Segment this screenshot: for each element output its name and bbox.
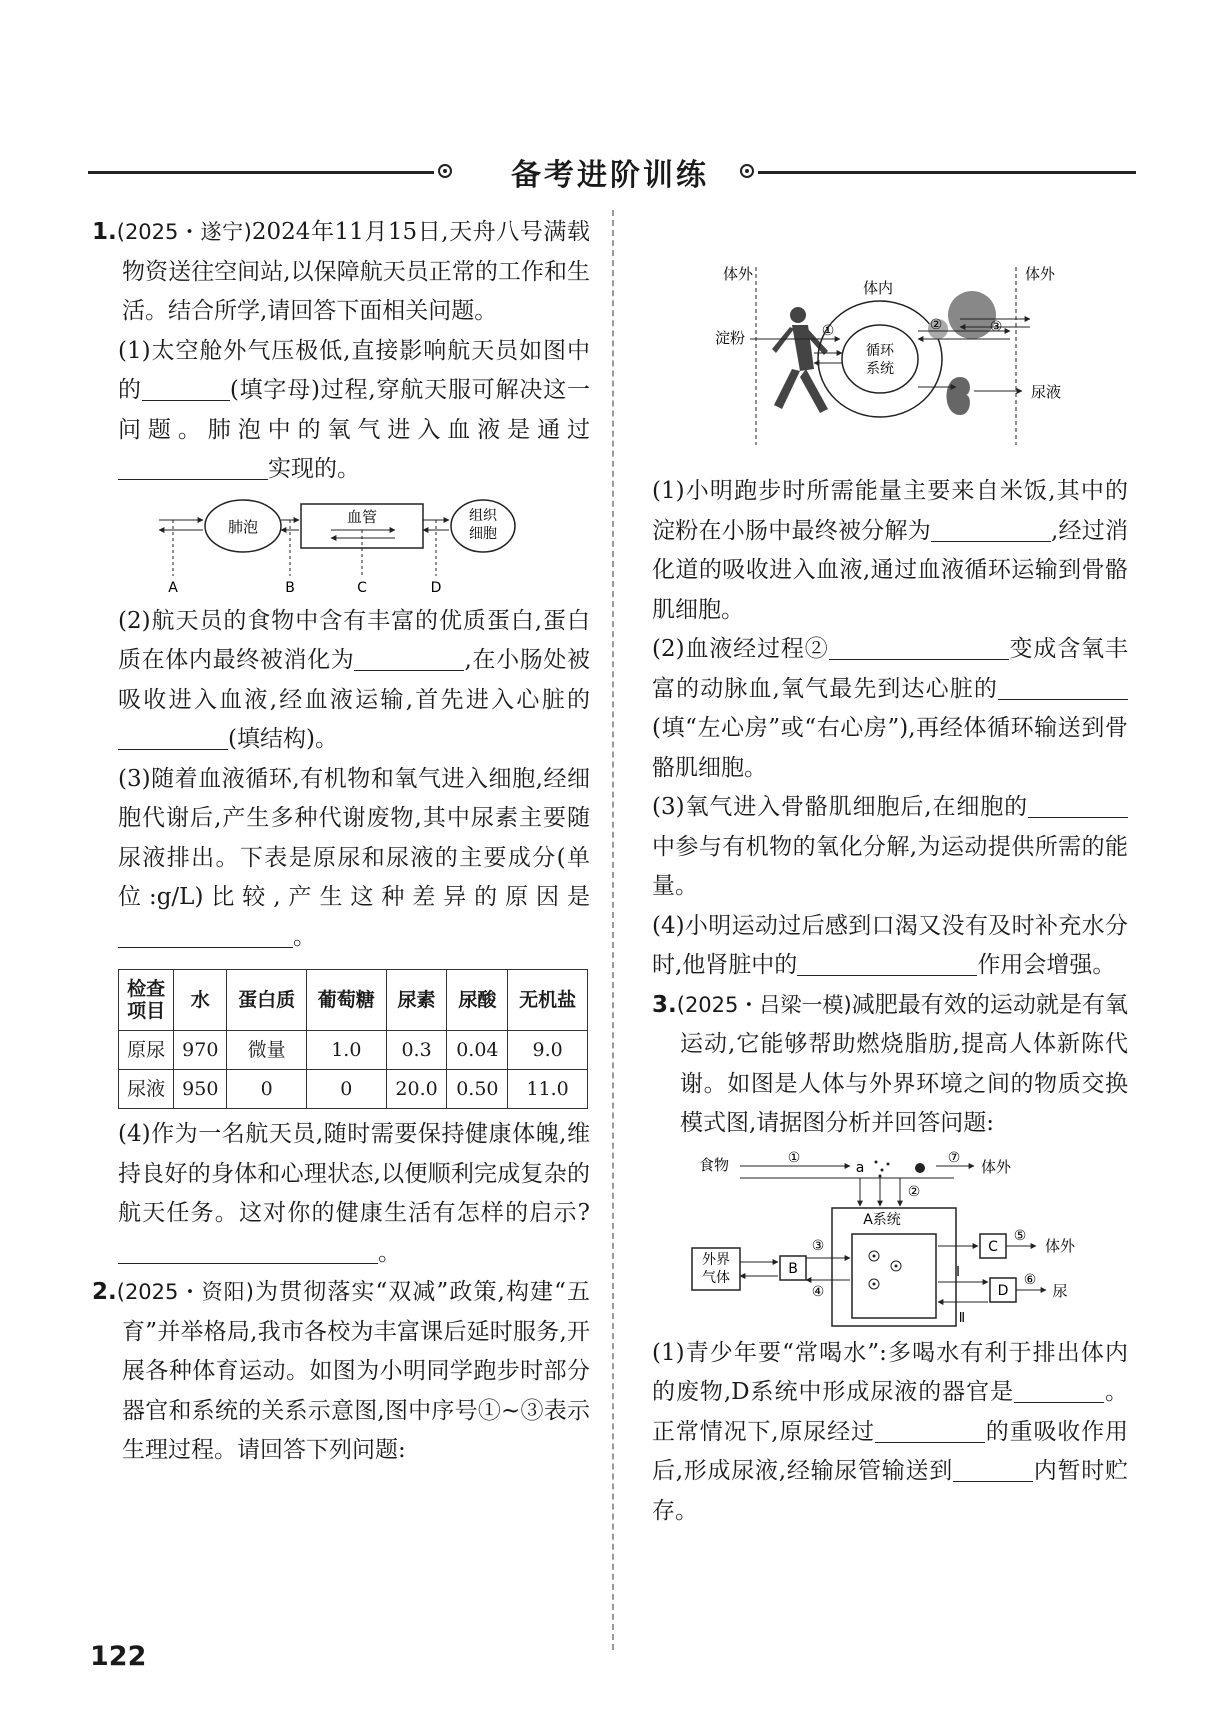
- q1-p3-text-a: (3)随着血液循环,有机物和氧气进入细胞,经细胞代谢后,产生多种代谢废物,其中尿素主要随尿液排出。下表是原尿和尿液的主要成分(单位:g/L)比较,产生这种差异的原因是: [118, 765, 590, 910]
- label-inside: 体内: [862, 279, 894, 297]
- table-header-cell: 尿酸: [447, 970, 508, 1031]
- answer-blank[interactable]: [118, 921, 293, 948]
- table-cell: 0.04: [447, 1031, 508, 1070]
- label-process-2: ②: [929, 317, 943, 333]
- answer-blank[interactable]: [118, 1237, 378, 1264]
- q3-p1-text-d: 内暂时贮存。: [652, 1458, 1129, 1524]
- q2-p3-text-a: (3)氧气进入骨骼肌细胞后,在细胞的: [652, 794, 1028, 820]
- q1-p3-text-b: 。: [293, 923, 316, 950]
- label-roman-2: Ⅱ: [958, 1310, 966, 1326]
- q1-p1-text-b: (填字母)过程,穿航天服可解决这一问题。肺泡中的氧气进入血液是通过: [118, 377, 590, 443]
- q3-source: (2025・吕梁一模): [676, 992, 852, 1017]
- label-starch: 淀粉: [714, 329, 746, 347]
- answer-blank[interactable]: [1028, 791, 1128, 818]
- table-cell: 0: [306, 1070, 386, 1109]
- q2-number: 2.: [92, 1279, 117, 1305]
- answer-blank[interactable]: [354, 644, 464, 671]
- q2-p3-text-b: 中参与有机物的氧化分解,为运动提供所需的能量。: [652, 833, 1128, 899]
- label-a-system: A系统: [863, 1211, 901, 1228]
- table-cell: 尿液: [119, 1070, 174, 1109]
- label-alveolus: 肺泡: [227, 517, 259, 536]
- q2-p4-text-b: 作用会增强。: [977, 952, 1116, 978]
- table-row: [119, 1070, 588, 1109]
- label-urine: 尿液: [1030, 383, 1062, 401]
- label-urine-small: 尿: [1052, 1281, 1068, 1300]
- material-exchange-diagram: [690, 1150, 1090, 1328]
- q2-part4: [652, 907, 1128, 986]
- label-step-7: ⑦: [947, 1149, 961, 1166]
- q3-part1: [652, 1334, 1128, 1532]
- label-c-system: C: [988, 1238, 998, 1255]
- q1-p1-text-a: (1)太空舱外气压极低,直接影响航天员如图中的: [118, 337, 590, 403]
- answer-blank[interactable]: [953, 1455, 1033, 1482]
- urine-composition-table: [118, 969, 588, 1109]
- answer-blank[interactable]: [875, 1416, 985, 1443]
- q2-p1-text-a: (1)小明跑步时所需能量主要来自米饭,其中的淀粉在小肠中最终被分解为: [652, 478, 1128, 544]
- label-air-1: 外界: [702, 1251, 730, 1268]
- table-cell: 微量: [227, 1031, 307, 1070]
- table-header-cell: 葡萄糖: [306, 970, 386, 1031]
- label-step-6: ⑥: [1023, 1271, 1037, 1288]
- q3-stem: [652, 986, 1128, 1144]
- q1-p1-text-c: 实现的。: [268, 456, 360, 482]
- page-title: 备考进阶训练: [511, 158, 709, 193]
- table-cell: 原尿: [119, 1031, 174, 1070]
- header-line-right: [758, 171, 1136, 174]
- label-roman-1: Ⅰ: [956, 1264, 960, 1280]
- answer-blank[interactable]: [797, 949, 977, 976]
- label-step-4: ④: [811, 1283, 825, 1300]
- q3-p1-text-a: (1)青少年要“常喝水”:多喝水有利于排出体内的废物,D系统中形成尿液的器官是: [652, 1339, 1128, 1405]
- table-cell: 970: [174, 1031, 227, 1070]
- q1-stem-text: 2024年11月15日,天舟八号满载物资送往空间站,以保障航天员正常的工作和生活。结合所学,请回答下面相关问题。: [122, 219, 590, 324]
- q2-parts: [652, 472, 1128, 1531]
- right-column-top: [652, 213, 1128, 455]
- page-number: 122: [90, 1641, 147, 1672]
- table-cell: 1.0: [306, 1031, 386, 1070]
- q1-p4-text-b: 。: [378, 1239, 401, 1266]
- q1-p2-text-a: (2)航天员的食物中含有丰富的优质蛋白,蛋白质在体内最终被消化为: [118, 607, 590, 673]
- label-food: 食物: [698, 1155, 730, 1174]
- q1-stem: [92, 213, 590, 332]
- q2-p2-text-b: 变成含氧丰富的动脉血,氧气最先到达心脏的: [652, 636, 1128, 702]
- q2-p2-text-c: (填“左心房”或“右心房”),再经体循环输送到骨骼肌细胞。: [652, 715, 1128, 781]
- q1-part3: [92, 760, 590, 958]
- q2-part3: [652, 788, 1128, 907]
- label-outside-2: 体外: [1044, 1236, 1076, 1255]
- answer-blank[interactable]: [931, 515, 1051, 542]
- header-line-left: [88, 171, 434, 174]
- table-cell: 950: [174, 1070, 227, 1109]
- label-outside-right: 体外: [1024, 265, 1056, 283]
- answer-blank[interactable]: [118, 453, 268, 480]
- label-a: A: [168, 579, 178, 596]
- q2-p4-text-a: (4)小明运动过后感到口渴又没有及时补充水分时,他肾脏中的: [652, 912, 1128, 978]
- table-cell: 0.3: [386, 1031, 447, 1070]
- q1-number: 1.: [92, 219, 117, 245]
- table-header-cell: 检查 项目: [119, 970, 174, 1031]
- table-cell: 0.50: [447, 1070, 508, 1109]
- table-cell: 9.0: [508, 1031, 588, 1070]
- q2-p1-text-b: ,经过消化道的吸收进入血液,通过血液循环运输到骨骼肌细胞。: [652, 517, 1129, 623]
- q1-part2: [92, 602, 590, 760]
- label-c: C: [357, 579, 367, 596]
- table-row: [119, 1031, 588, 1070]
- label-tissue-2: 细胞: [469, 525, 497, 542]
- label-d: D: [430, 579, 442, 596]
- q1-part4: [92, 1115, 590, 1273]
- runner-figure: [772, 307, 828, 413]
- label-step-2: ②: [907, 1183, 921, 1200]
- label-b: B: [285, 579, 295, 596]
- q3-stem-text: 减肥最有效的运动就是有氧运动,它能够帮助燃烧脂肪,提高人体新陈代谢。如图是人体与外界环境之间的物质交换模式图,请据图分析并回答问题:: [680, 991, 1128, 1136]
- label-step-5: ⑤: [1013, 1227, 1027, 1244]
- label-b-system: B: [788, 1260, 798, 1277]
- q3-p1-text-c: 的重吸收作用后,形成尿液,经输尿管输送到: [652, 1418, 1129, 1484]
- answer-blank[interactable]: [998, 673, 1128, 700]
- q3-p1-text-b: 。正常情况下,原尿经过: [652, 1379, 1128, 1445]
- q2-part1: [652, 472, 1128, 630]
- header-ring-left: [438, 164, 452, 178]
- q1-part1: [92, 332, 590, 490]
- label-air-2: 气体: [702, 1269, 730, 1286]
- header-ring-right: [740, 164, 754, 178]
- label-tissue-1: 组织: [469, 507, 497, 524]
- q2-source: (2025・资阳): [116, 1280, 254, 1304]
- table-cell: 11.0: [508, 1070, 588, 1109]
- answer-blank[interactable]: [142, 374, 230, 401]
- label-process-3: ③: [989, 319, 1003, 335]
- left-column: [92, 213, 590, 1471]
- q2-p2-text-a: (2)血液经过程②: [652, 636, 829, 662]
- q2-stem: [92, 1273, 590, 1471]
- label-outside-left: 体外: [722, 265, 754, 283]
- label-step-3: ③: [811, 1237, 825, 1254]
- q2-stem-text: 为贯彻落实“双减”政策,构建“五育”并举格局,我市各校为丰富课后延时服务,开展各种体育运动。如图为小明同学跑步时部分器官和系统的关系示意图,图中序号①~③表示生理过程。请回答下列问题:: [122, 1279, 590, 1463]
- table-header-cell: 尿素: [386, 970, 447, 1031]
- q2-part2: [652, 630, 1128, 788]
- answer-blank[interactable]: [118, 723, 228, 750]
- table-header-cell: 无机盐: [508, 970, 588, 1031]
- table-header-row: [119, 970, 588, 1031]
- q1-p2-text-c: (填结构)。: [228, 726, 338, 752]
- label-circulatory-1: 循环: [866, 343, 894, 359]
- label-a-small: a: [855, 1159, 865, 1176]
- column-divider: [612, 210, 614, 1650]
- table-header-cell: 水: [174, 970, 227, 1031]
- q3-number: 3.: [652, 991, 677, 1018]
- answer-blank[interactable]: [1014, 1376, 1104, 1403]
- q1-p2-text-b: ,在小肠处被吸收进入血液,经血液运输,首先进入心脏的: [118, 647, 591, 713]
- q1-p4-text-a: (4)作为一名航天员,随时需要保持健康体魄,维持良好的身体和心理状态,以便顺利完成复杂的航天任务。这对你的健康生活有怎样的启示?: [118, 1121, 590, 1226]
- label-step-1: ①: [787, 1149, 801, 1166]
- table-cell: 0: [227, 1070, 307, 1109]
- q1-source: (2025・遂宁): [116, 220, 252, 244]
- label-blood-vessel: 血管: [346, 507, 378, 526]
- label-d-system: D: [997, 1282, 1009, 1299]
- gas-exchange-diagram: [151, 496, 531, 596]
- running-body-diagram: [710, 259, 1070, 449]
- label-process-1: ①: [821, 323, 835, 339]
- answer-blank[interactable]: [829, 633, 1009, 660]
- table-header-cell: 蛋白质: [227, 970, 307, 1031]
- label-circulatory-2: 系统: [866, 361, 894, 377]
- label-outside-1: 体外: [980, 1157, 1012, 1176]
- table-cell: 20.0: [386, 1070, 447, 1109]
